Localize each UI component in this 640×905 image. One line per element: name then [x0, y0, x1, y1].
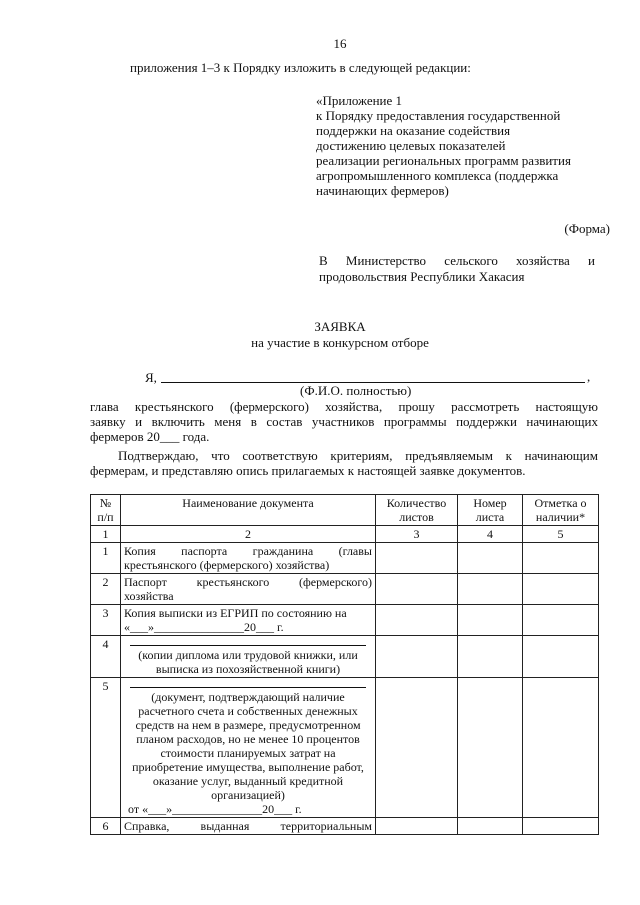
sheets-cell[interactable] [376, 636, 458, 678]
ministry-addressee: В Министерство сельского хозяйства и продовольствия Республики Хакасия [319, 253, 595, 284]
sheet-no-cell[interactable] [458, 543, 523, 574]
appendix-line: «Приложение 1 [316, 93, 403, 108]
request-paragraph [90, 399, 598, 444]
table-row [91, 543, 599, 574]
document-name [121, 574, 376, 605]
document-name-line: Паспорт крестьянского (фермерского) [124, 575, 372, 589]
header-sheets: Количество листов [376, 495, 458, 526]
row-number: 3 [91, 605, 121, 636]
mark-cell[interactable] [523, 678, 599, 818]
row-number: 2 [91, 574, 121, 605]
sheets-cell[interactable] [376, 818, 458, 835]
header-num: № п/п [91, 495, 121, 526]
table-row [91, 818, 599, 835]
col-number: 2 [121, 526, 376, 543]
sheet-no-cell[interactable] [458, 818, 523, 835]
fill-in-line[interactable] [130, 679, 366, 688]
fio-caption: (Ф.И.О. полностью) [300, 383, 412, 398]
table-row [91, 636, 599, 678]
document-subtitle: на участие в конкурсном отборе [251, 335, 429, 350]
confirmation-paragraph [90, 448, 598, 478]
table-header-row [91, 495, 599, 526]
document-name-line: крестьянского (фермерского) хозяйства) [124, 558, 330, 572]
document-note: (документ, подтверждающий наличие расчетного счета и собственных денежных средств на нем в размере, предусмотренном планом расходов, но не менее 10 процентов стоимости планируемых затрат на приобретение имущества, выполнение работ, оказание услуг, выданный кредитной организацией) [132, 690, 364, 802]
paragraph-line: глава крестьянского (фермерского) хозяйства, прошу рассмотреть настоящую [90, 399, 598, 414]
document-note: (копии диплома или трудовой книжки, или выписка из похозяйственной книги) [138, 648, 358, 676]
table-row [91, 605, 599, 636]
appendix-line: поддержки на оказание содействия [316, 123, 511, 138]
table-row [91, 678, 599, 818]
document-name-line: Копия выписки из ЕГРИП по состоянию на [124, 606, 347, 620]
mark-cell[interactable] [523, 574, 599, 605]
mark-cell[interactable] [523, 636, 599, 678]
appendix-line: начинающих фермеров) [316, 183, 449, 198]
page-number: 16 [333, 36, 347, 51]
header-sheet-no: Номер листа [458, 495, 523, 526]
document-name-line: «___»_______________20___ г. [124, 620, 284, 634]
documents-table [90, 494, 599, 835]
document-name-line: Справка, выданная территориальным [124, 819, 372, 833]
fill-in-line[interactable] [130, 637, 366, 646]
appendix-heading [316, 93, 606, 198]
appendix-line: агропромышленного комплекса (поддержка [316, 168, 559, 183]
row-number: 5 [91, 678, 121, 818]
appendix-line: достижению целевых показателей [316, 138, 506, 153]
paragraph-line: фермерам, и представляю опись прилагаемых к настоящей заявке документов. [90, 463, 526, 478]
applicant-label: Я, [145, 370, 157, 385]
document-name [121, 605, 376, 636]
appendix-line: к Порядку предоставления государственной [316, 108, 561, 123]
document-name [121, 678, 376, 818]
sheets-cell[interactable] [376, 605, 458, 636]
paragraph-line: заявку и включить меня в состав участников программы поддержки начинающих [90, 414, 598, 429]
row-number: 4 [91, 636, 121, 678]
paragraph-line: фермеров 20___ года. [90, 429, 210, 444]
document-name-line: Копия паспорта гражданина (главы [124, 544, 372, 558]
paragraph-line: Подтверждаю, что соответствую критериям, предъявляемым к начинающим [118, 448, 598, 463]
appendix-line: реализации региональных программ развития [316, 153, 571, 168]
sheet-no-cell[interactable] [458, 605, 523, 636]
document-title: ЗАЯВКА [314, 319, 366, 334]
document-name-line: хозяйства [124, 589, 174, 603]
table-row [91, 574, 599, 605]
applicant-comma: , [587, 369, 591, 384]
row-number: 1 [91, 543, 121, 574]
form-label: (Форма) [564, 221, 610, 236]
sheets-cell[interactable] [376, 678, 458, 818]
mark-cell[interactable] [523, 605, 599, 636]
column-number-row [91, 526, 599, 543]
col-number: 4 [458, 526, 523, 543]
sheet-no-cell[interactable] [458, 636, 523, 678]
sheets-cell[interactable] [376, 543, 458, 574]
intro-line: приложения 1–3 к Порядку изложить в следующей редакции: [130, 60, 471, 75]
header-mark: Отметка о наличии* [523, 495, 599, 526]
col-number: 3 [376, 526, 458, 543]
sheet-no-cell[interactable] [458, 678, 523, 818]
mark-cell[interactable] [523, 543, 599, 574]
sheets-cell[interactable] [376, 574, 458, 605]
mark-cell[interactable] [523, 818, 599, 835]
sheet-no-cell[interactable] [458, 574, 523, 605]
col-number: 1 [91, 526, 121, 543]
header-name: Наименование документа [121, 495, 376, 526]
document-name [121, 543, 376, 574]
document-name [121, 818, 376, 835]
document-name [121, 636, 376, 678]
row-number: 6 [91, 818, 121, 835]
document-date-line: от «___»_______________20___ г. [128, 802, 302, 816]
col-number: 5 [523, 526, 599, 543]
